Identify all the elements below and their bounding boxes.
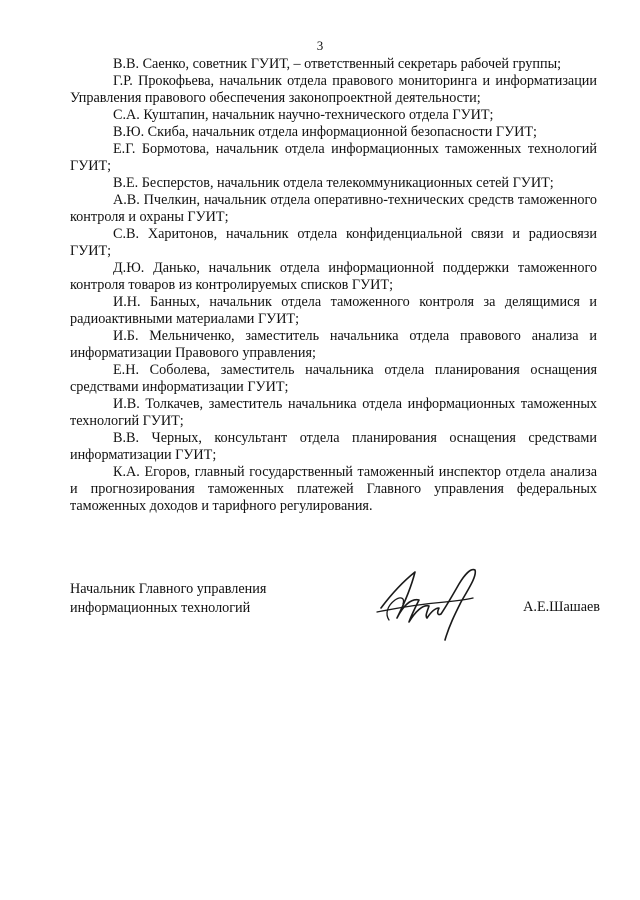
- paragraph: Е.Н. Соболева, заместитель начальника отдела планирования оснащения средствами информатизации ГУИТ;: [70, 362, 597, 395]
- page-number: 3: [316, 38, 324, 53]
- paragraph: Д.Ю. Данько, начальник отдела информационной поддержки таможенного контроля товаров из контролируемых списков ГУИТ;: [70, 260, 597, 293]
- paragraph: В.В. Черных, консультант отдела планирования оснащения средствами информатизации ГУИТ;: [70, 430, 597, 463]
- signatory-title-line-1: Начальник Главного управления: [70, 581, 267, 597]
- signature-block: [70, 580, 600, 660]
- paragraph: В.Ю. Скиба, начальник отдела информационной безопасности ГУИТ;: [113, 124, 537, 140]
- signatory-name: А.Е.Шашаев: [523, 599, 600, 615]
- paragraph: И.В. Толкачев, заместитель начальника отдела информационных таможенных технологий ГУИТ;: [70, 396, 597, 429]
- paragraph: А.В. Пчелкин, начальник отдела оперативно-технических средств таможенного контроля и охраны ГУИТ;: [70, 192, 597, 225]
- paragraph: Е.Г. Бормотова, начальник отдела информационных таможенных технологий ГУИТ;: [70, 141, 597, 174]
- handwritten-signature-icon: [375, 562, 495, 647]
- signatory-title: [70, 580, 266, 618]
- paragraph: С.А. Куштапин, начальник научно-технического отдела ГУИТ;: [113, 107, 494, 123]
- paragraph: И.Н. Банных, начальник отдела таможенного контроля за делящимися и радиоактивными материалами ГУИТ;: [70, 294, 597, 327]
- paragraph: И.Б. Мельниченко, заместитель начальника отдела правового анализа и информатизации Правового управления;: [70, 328, 597, 361]
- document-body: [70, 56, 597, 515]
- paragraph: В.Е. Бесперстов, начальник отдела телекоммуникационных сетей ГУИТ;: [113, 175, 554, 191]
- paragraph: К.А. Егоров, главный государственный таможенный инспектор отдела анализа и прогнозирования таможенных платежей Главного управления федеральных таможенных доходов и тарифного регулирования.: [70, 464, 597, 514]
- paragraph: В.В. Саенко, советник ГУИТ, – ответственный секретарь рабочей группы;: [113, 56, 562, 72]
- paragraph: С.В. Харитонов, начальник отдела конфиденциальной связи и радиосвязи ГУИТ;: [70, 226, 597, 259]
- signatory-title-line-2: информационных технологий: [70, 600, 251, 616]
- paragraph: Г.Р. Прокофьева, начальник отдела правового мониторинга и информатизации Управления правового обеспечения законопроектной деятельности;: [70, 73, 597, 106]
